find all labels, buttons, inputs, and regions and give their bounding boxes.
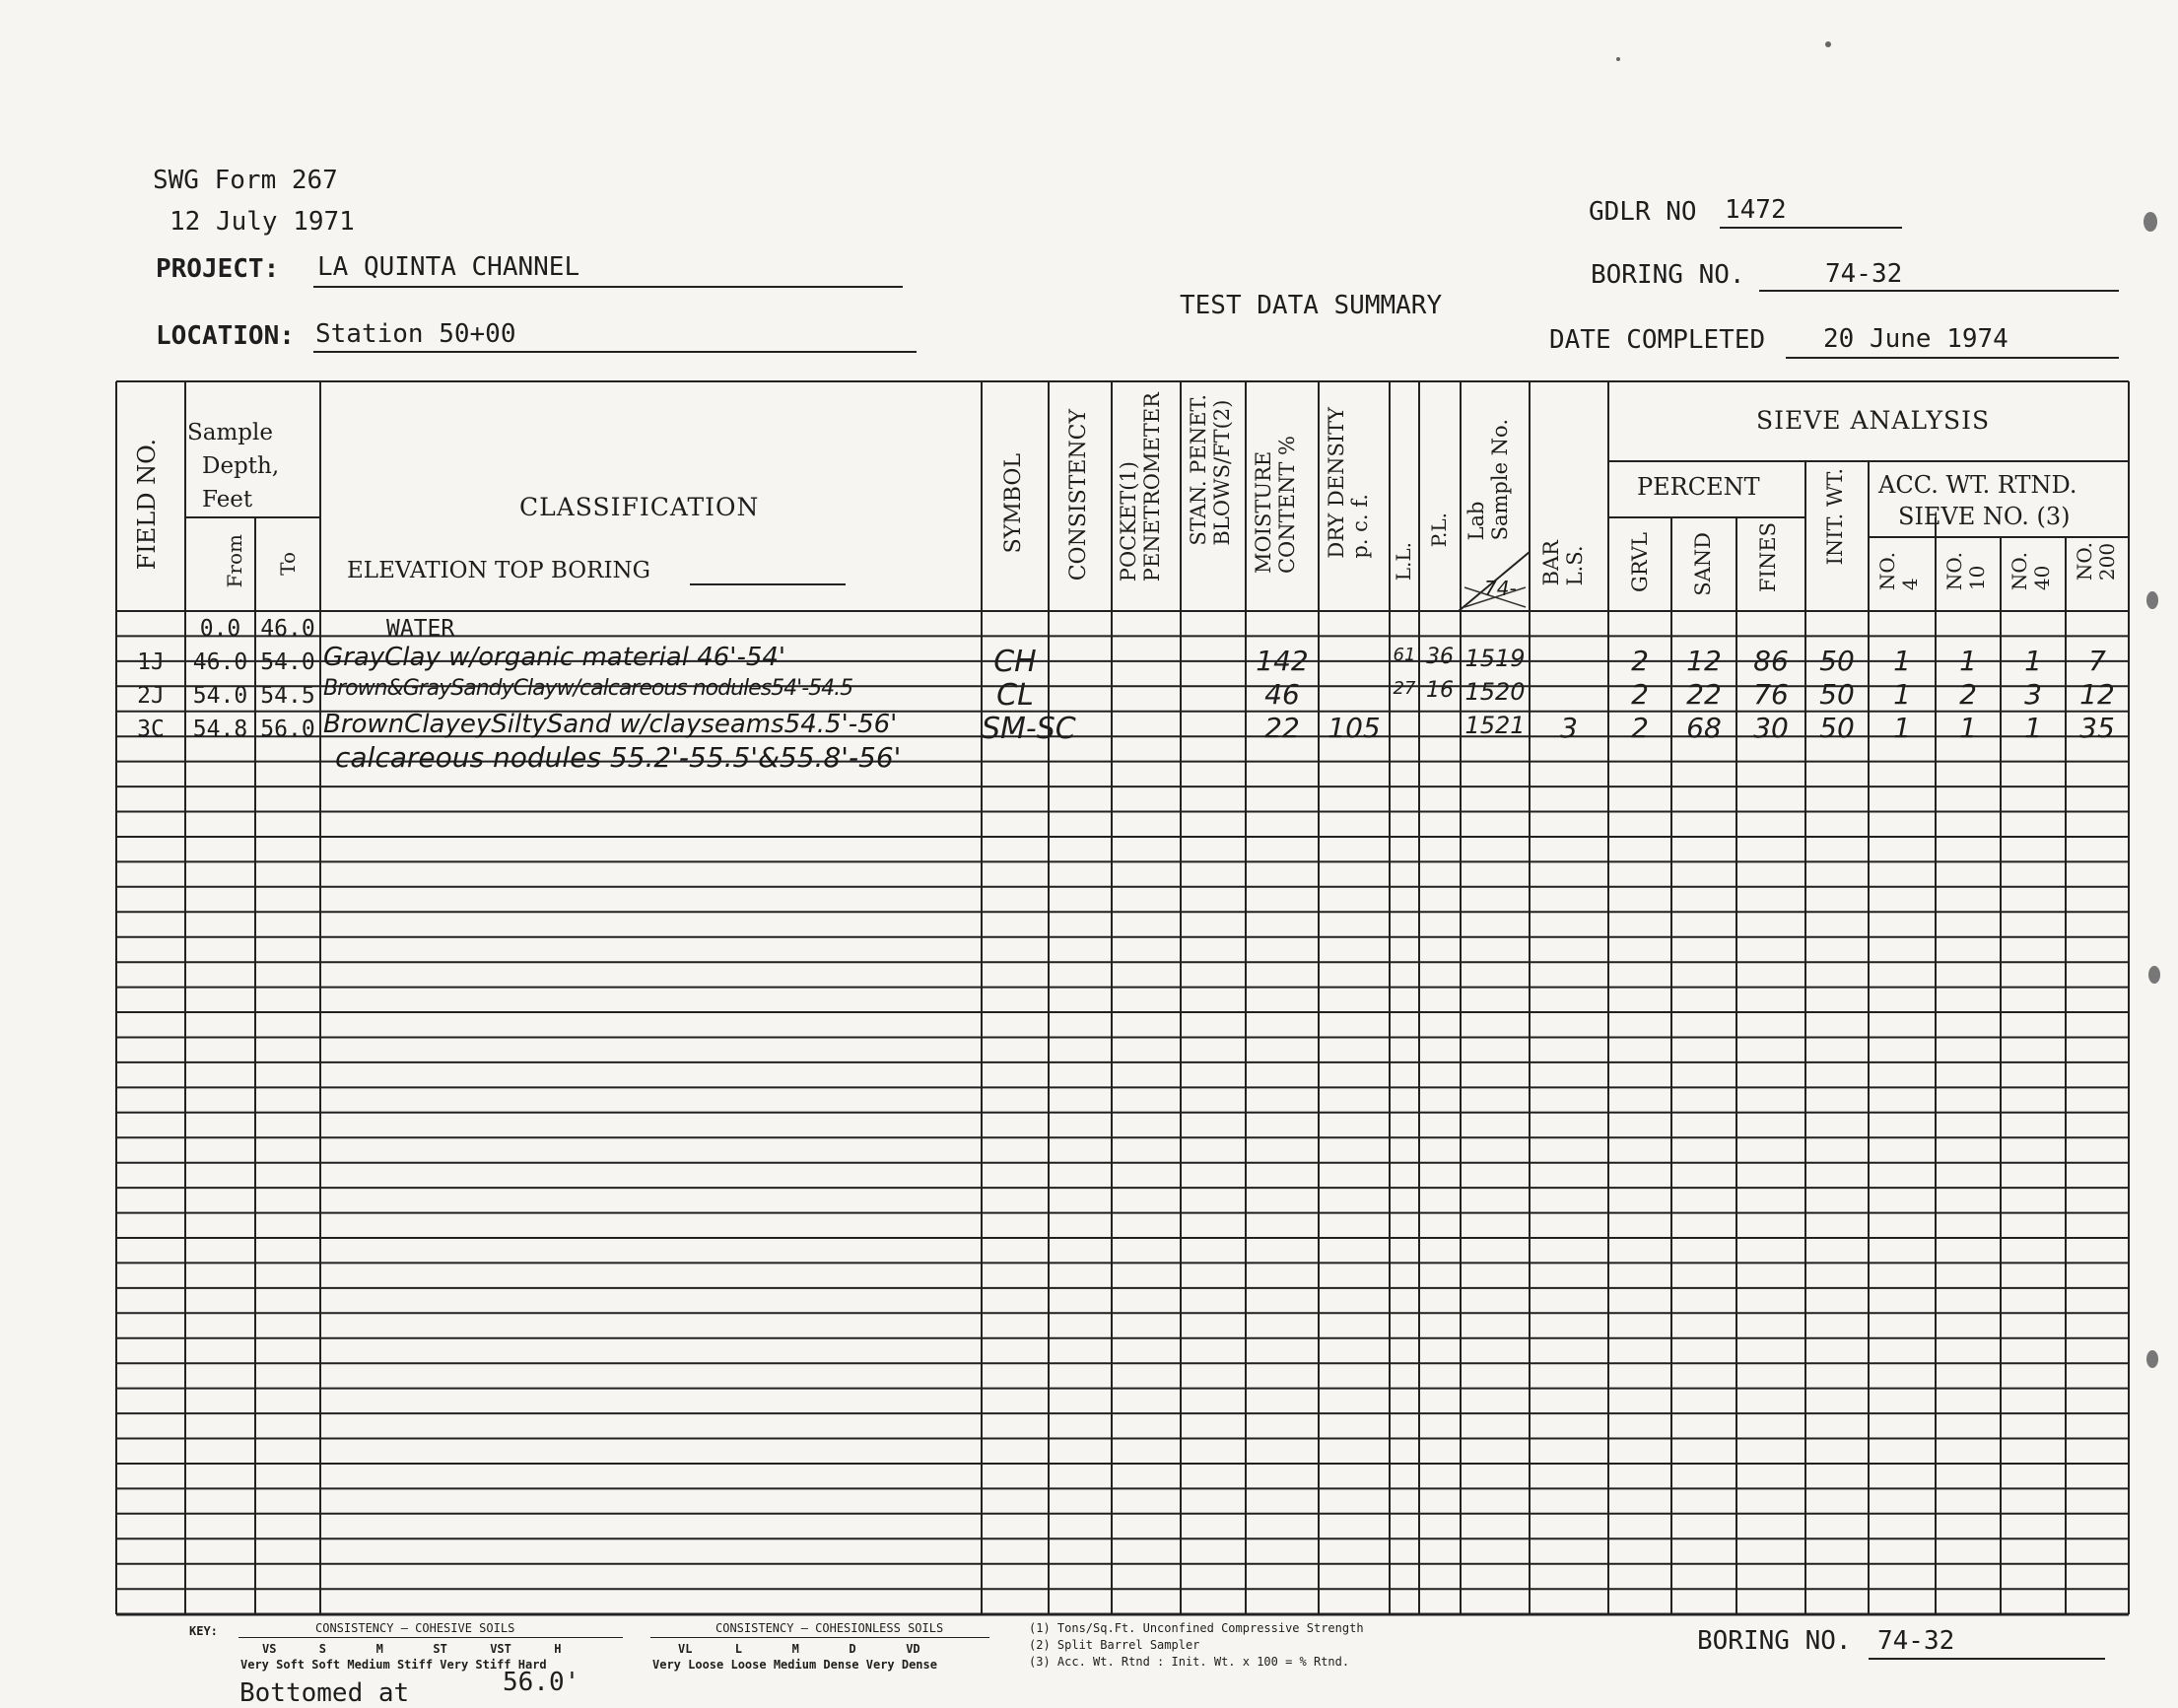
gdlr-label: GDLR NO	[1589, 197, 1697, 227]
col-sand: SAND	[1691, 532, 1715, 596]
cell-classification: WATER	[386, 616, 455, 642]
cell-to: 54.5	[260, 683, 315, 709]
cell-init: 50	[1819, 712, 1855, 744]
cell-grvl: 2	[1631, 645, 1649, 677]
col-from: From	[223, 534, 246, 588]
cell-to: 46.0	[260, 616, 315, 642]
location-label: LOCATION:	[156, 321, 295, 351]
col-no200: NO. 200	[2073, 542, 2119, 581]
cell-lab: 1519	[1464, 645, 1526, 672]
cell-symbol: SM-SC	[982, 712, 1076, 746]
note-2: (2) Split Barrel Sampler	[1029, 1638, 1200, 1652]
cell-n10: 1	[1959, 712, 1977, 744]
form-date: 12 July 1971	[170, 207, 355, 237]
cell-n4: 1	[1893, 712, 1911, 744]
col-grvl: GRVL	[1628, 532, 1652, 592]
cell-n10: 1	[1959, 645, 1977, 677]
col-bar-ls: BAR L.S.	[1539, 540, 1588, 586]
cell-sand: 22	[1686, 678, 1722, 711]
cell-n40: 1	[2024, 712, 2042, 744]
col-lab-sample: Lab Sample No.	[1464, 419, 1513, 541]
cell-classification: GrayClay w/organic material 46'-54'	[323, 643, 786, 672]
col-to: To	[276, 552, 300, 576]
cell-symbol: CH	[993, 645, 1037, 679]
date-completed-value: 20 June 1974	[1823, 324, 2008, 354]
cell-pl: 16	[1426, 678, 1454, 703]
col-percent: PERCENT	[1637, 473, 1760, 501]
key-label: KEY:	[189, 1624, 218, 1638]
boring-value: 74-32	[1825, 259, 1903, 289]
cell-classification: BrownClayeySiltySand w/clayseams54.5'-56'	[323, 710, 898, 739]
classification-continuation: calcareous nodules 55.2'-55.5'&55.8'-56'	[335, 741, 902, 774]
cell-grvl: 2	[1631, 678, 1649, 711]
cell-ll: 27	[1393, 678, 1416, 699]
note-3: (3) Acc. Wt. Rtnd : Init. Wt. x 100 = % Rtnd.	[1029, 1655, 1350, 1669]
cell-symbol: CL	[996, 678, 1034, 713]
cell-field: 2J	[137, 683, 165, 709]
col-pocket-penetrometer: POCKET(1) PENETROMETER	[1117, 392, 1165, 582]
form-id: SWG Form 267	[153, 166, 338, 195]
cohesionless-codes: VL L M D VD	[678, 1642, 920, 1656]
scan-speck	[2144, 212, 2157, 232]
cell-pl: 36	[1426, 645, 1454, 669]
col-moisture-content: MOISTURE CONTENT %	[1252, 436, 1300, 575]
cohesive-codes: VS S M ST VST H	[262, 1642, 562, 1656]
col-stan-penet: STAN. PENET. BLOWS/FT(2)	[1187, 394, 1235, 546]
col-consistency: CONSISTENCY	[1066, 409, 1091, 581]
cell-bar: 3	[1560, 712, 1578, 744]
date-completed-label: DATE COMPLETED	[1549, 325, 1766, 355]
cell-from: 54.0	[192, 683, 248, 709]
cell-n4: 1	[1893, 645, 1911, 677]
col-no40: NO. 40	[2008, 552, 2054, 591]
col-dry-density: DRY DENSITY p. c. f.	[1325, 407, 1373, 559]
cell-n200: 7	[2088, 645, 2106, 677]
cell-n40: 3	[2024, 678, 2042, 711]
col-sample-depth-line2: Depth,	[202, 453, 280, 479]
col-ll: L.L.	[1392, 542, 1415, 581]
cell-from: 0.0	[199, 616, 241, 642]
project-label: PROJECT:	[156, 254, 280, 284]
cell-n4: 1	[1893, 678, 1911, 711]
gdlr-value: 1472	[1725, 195, 1787, 225]
cell-init: 50	[1819, 645, 1855, 677]
footer-bottomed-label: Bottomed at	[239, 1678, 410, 1708]
scan-speck	[2148, 966, 2160, 984]
col-sieve-analysis: SIEVE ANALYSIS	[1756, 406, 1991, 435]
cell-moist: 46	[1264, 678, 1300, 711]
footer-boring-label: BORING NO.	[1697, 1626, 1852, 1656]
cell-dry: 105	[1327, 712, 1381, 744]
scan-speck	[2146, 591, 2158, 609]
scan-speck	[1616, 57, 1620, 61]
col-init-wt: INIT. WT.	[1823, 468, 1847, 566]
cohesionless-words: Very Loose Loose Medium Dense Very Dense	[652, 1658, 937, 1672]
col-classification: CLASSIFICATION	[519, 493, 760, 521]
cell-grvl: 2	[1631, 712, 1649, 744]
cell-moist: 22	[1264, 712, 1300, 744]
lab-sample-prefix: 74-	[1484, 577, 1517, 600]
cell-moist: 142	[1256, 645, 1309, 677]
col-sample-depth-line1: Sample	[187, 420, 273, 445]
cohesive-title: CONSISTENCY — COHESIVE SOILS	[315, 1621, 515, 1635]
col-pl: P.L.	[1427, 512, 1451, 548]
col-fines: FINES	[1756, 522, 1780, 592]
project-value: LA QUINTA CHANNEL	[317, 252, 580, 282]
cell-sand: 12	[1686, 645, 1722, 677]
cell-n200: 35	[2079, 712, 2115, 744]
cell-field: 3C	[137, 717, 165, 742]
col-no4: NO. 4	[1875, 552, 1922, 591]
page-title: TEST DATA SUMMARY	[1180, 291, 1443, 320]
cell-lab: 1521	[1464, 712, 1526, 739]
cell-init: 50	[1819, 678, 1855, 711]
cell-fines: 86	[1753, 645, 1789, 677]
scan-speck	[2146, 1350, 2158, 1368]
location-value: Station 50+00	[315, 319, 516, 349]
cell-fines: 76	[1753, 678, 1789, 711]
boring-label: BORING NO.	[1591, 260, 1745, 290]
col-sample-depth-line3: Feet	[202, 487, 253, 512]
cell-to: 54.0	[260, 649, 315, 675]
note-1: (1) Tons/Sq.Ft. Unconfined Compressive Strength	[1029, 1621, 1364, 1635]
cell-fines: 30	[1753, 712, 1789, 744]
col-no10: NO. 10	[1942, 552, 1989, 591]
cohesive-words: Very Soft Soft Medium Stiff Very Stiff Hard	[240, 1658, 547, 1672]
cell-lab: 1520	[1464, 678, 1526, 706]
scan-speck	[1825, 41, 1831, 47]
cell-n10: 2	[1959, 678, 1977, 711]
col-sieve-no: SIEVE NO. (3)	[1898, 503, 2071, 530]
cell-n40: 1	[2024, 645, 2042, 677]
cell-to: 56.0	[260, 717, 315, 742]
footer-boring-value: 74-32	[1877, 1626, 1955, 1656]
cell-ll: 61	[1393, 645, 1416, 665]
cell-sand: 68	[1686, 712, 1722, 744]
col-elevation-top-boring: ELEVATION TOP BORING	[347, 558, 651, 583]
col-acc-wt-rtnd: ACC. WT. RTND.	[1878, 471, 2077, 499]
col-field-no: FIELD NO.	[133, 439, 161, 571]
cell-field: 1J	[137, 649, 165, 675]
cohesionless-title: CONSISTENCY — COHESIONLESS SOILS	[715, 1621, 944, 1635]
cell-from: 54.8	[192, 717, 248, 742]
cell-classification: Brown&GraySandyClayw/calcareous nodules54'-54.5	[323, 676, 853, 701]
cell-from: 46.0	[192, 649, 248, 675]
cell-n200: 12	[2079, 678, 2115, 711]
col-symbol: SYMBOL	[1001, 453, 1026, 554]
footer-bottomed-value: 56.0'	[503, 1668, 580, 1697]
